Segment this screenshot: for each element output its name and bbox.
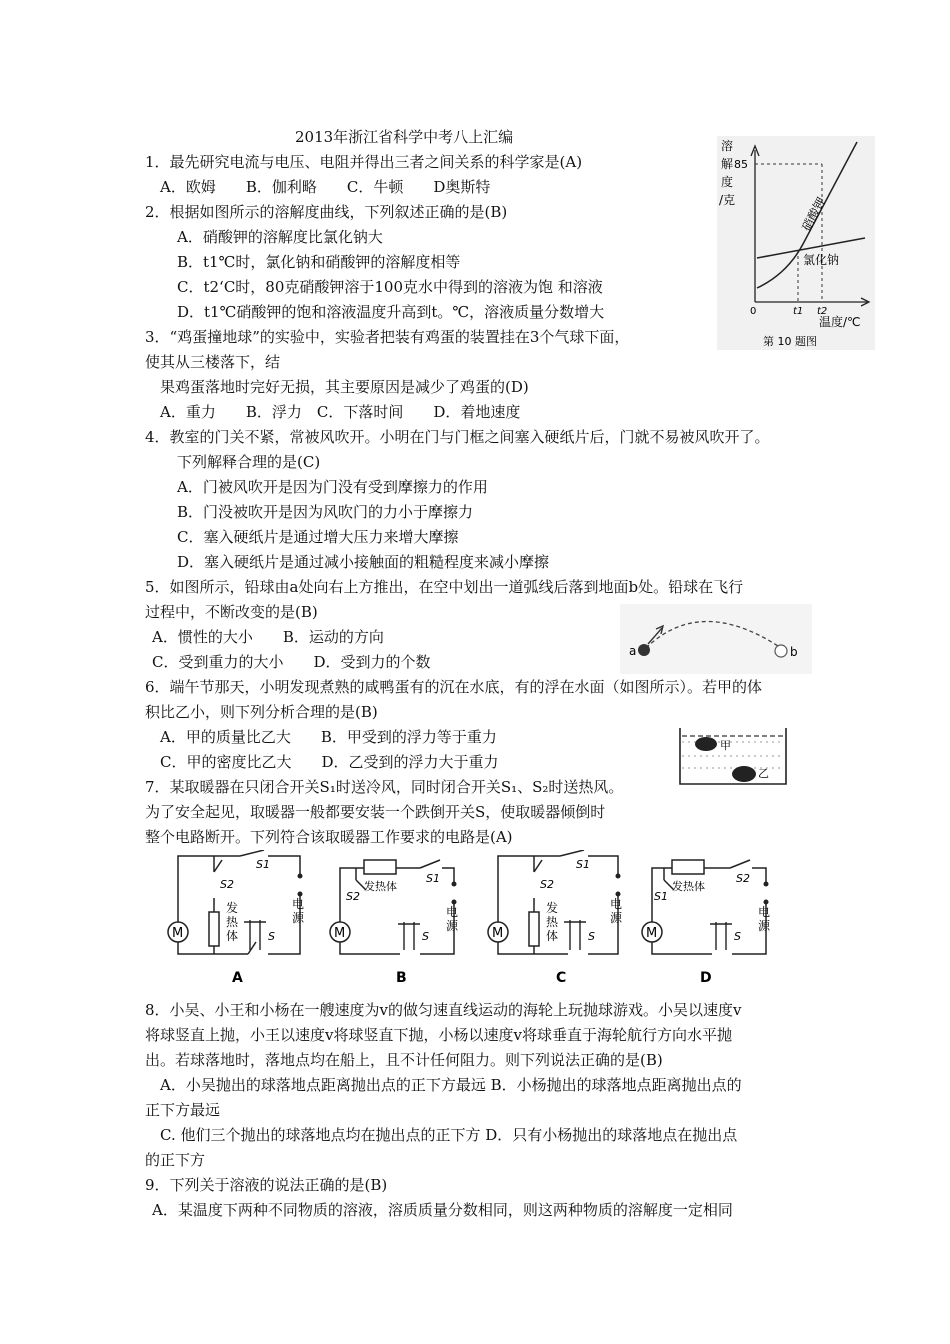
question-2-option-a: A．硝酸钾的溶解度比氯化钠大	[177, 228, 383, 246]
question-4-line-2: 下列解释合理的是(C)	[177, 453, 321, 471]
s-label-a: S	[268, 930, 275, 943]
s2-label-a: S2	[220, 878, 234, 891]
question-2: 2．根据如图所示的溶解度曲线，下列叙述正确的是(B)	[145, 203, 508, 221]
motor-c-label: M	[492, 926, 504, 941]
question-8-line-3: 出。若球落地时，落地点均在船上，且不计任何阻力。则下列说法正确的是(B)	[145, 1051, 663, 1069]
question-8-line-5: 正下方最远	[145, 1101, 221, 1119]
power-d-char-1: 电	[758, 905, 771, 919]
motor-d-label: M	[646, 926, 658, 941]
question-2-option-c: C．t2‘C时，80克硝酸钾溶于100克水中得到的溶液为饱 和溶液	[177, 278, 603, 296]
question-8-line-6: C. 他们三个抛出的球落地点均在抛出点的正下方 D．只有小杨抛出的球落地点在抛出点	[160, 1126, 738, 1144]
motor-a-label: M	[172, 926, 184, 941]
y-tick-85: 85	[734, 158, 748, 171]
power-a-char-1: 电	[292, 897, 305, 911]
question-6: 6．端午节那天，小明发现煮熟的咸鸭蛋有的沉在水底，有的浮在水面（如图所示）。若甲的体	[145, 678, 763, 696]
heater-a-char-2: 热	[226, 915, 239, 929]
power-d-terminal-1	[764, 882, 769, 887]
heater-c-char-1: 发	[546, 901, 559, 915]
solubility-curve-figure	[717, 136, 875, 350]
s2-label-b: S2	[346, 890, 360, 903]
question-7: 7．某取暖器在只闭合开关S₁时送冷风，同时闭合开关S₁、S₂时送热风。	[145, 778, 624, 796]
label-b: B	[396, 970, 407, 986]
egg-yi-label: 乙	[758, 767, 769, 780]
eggs-in-water-figure	[676, 722, 790, 788]
question-9-option-a: A．某温度下两种不同物质的溶液，溶质质量分数相同，则这两种物质的溶解度一定相同	[152, 1201, 733, 1219]
switch-s2-a	[214, 860, 222, 872]
heater-d	[672, 860, 704, 874]
heater-d-label: 发热体	[672, 880, 705, 893]
s-label-c: S	[588, 930, 595, 943]
circuit-c	[488, 850, 623, 986]
question-4-option-c: C．塞入硬纸片是通过增大压力来增大摩擦	[177, 528, 459, 546]
question-4-option-d: D．塞入硬纸片是通过减小接触面的粗糙程度来减小摩擦	[177, 553, 550, 571]
circuit-a	[168, 850, 305, 986]
t1-label: t1	[793, 306, 804, 317]
power-c-terminal-1	[616, 874, 621, 879]
heater-a	[209, 912, 219, 946]
power-a-terminal-1	[298, 874, 303, 879]
figure-caption: 第 10 题图	[763, 335, 817, 348]
question-8: 8．小吴、小王和小杨在一艘速度为v的做匀速直线运动的海轮上玩抛球游戏。小吴以速度v	[145, 1001, 742, 1019]
power-d-char-2: 源	[758, 919, 771, 933]
switch-s2-d	[730, 860, 750, 868]
switch-s2-c	[534, 860, 542, 872]
power-b-char-1: 电	[446, 905, 459, 919]
power-d-terminal-2	[764, 900, 769, 905]
label-a: A	[232, 970, 243, 986]
shot-put-figure	[620, 604, 812, 674]
s1-label-c: S1	[576, 858, 590, 871]
nacl-label: 氯化钠	[803, 253, 840, 267]
y-label-char-4: /克	[719, 193, 736, 207]
kno3-label: 硝酸钾	[799, 195, 829, 234]
heater-a-char-1: 发	[226, 901, 239, 915]
question-6-options-ab: A．甲的质量比乙大 B．甲受到的浮力等于重力	[160, 728, 497, 746]
page-title: 2013年浙江省科学中考八上汇编	[295, 128, 514, 146]
x-axis-label: 温度/℃	[819, 315, 861, 329]
t2-label: t2	[817, 306, 828, 317]
question-3: 3．“鸡蛋撞地球”的实验中，实验者把装有鸡蛋的装置挂在3个气球下面，	[145, 328, 630, 346]
power-a-terminal-2	[298, 892, 303, 897]
s2-label-d: S2	[736, 872, 750, 885]
origin-label: 0	[750, 306, 757, 317]
question-2-option-d: D．t1℃硝酸钾的饱和溶液温度升高到t。℃，溶液质量分数增大	[177, 303, 605, 321]
question-8-line-2: 将球竖直上抛，小王以速度v将球竖直下抛，小杨以速度v将球垂直于海轮航行方向水平抛	[145, 1026, 732, 1044]
switch-s1-a	[240, 850, 264, 856]
question-3-line-2: 使其从三楼落下，结	[145, 353, 281, 371]
egg-yi	[732, 766, 756, 782]
question-4-option-b: B．门没被吹开是因为风吹门的力小于摩擦力	[177, 503, 474, 521]
question-1: 1．最先研究电流与电压、电阻并得出三者之间关系的科学家是(A)	[145, 153, 583, 171]
question-1-options: A．欧姆 B．伽利略 C．牛顿 D奥斯特	[160, 178, 491, 196]
power-b-terminal-2	[452, 900, 457, 905]
heater-c	[529, 912, 539, 946]
s2-label-c: S2	[540, 878, 554, 891]
question-5-options-ab: A．惯性的大小 B．运动的方向	[152, 628, 384, 646]
question-3-line-3: 果鸡蛋落地时完好无损，其主要原因是减少了鸡蛋的(D)	[160, 378, 529, 396]
question-7-line-2: 为了安全起见，取暖器一般都要安装一个跌倒开关S，使取暖器倾倒时	[145, 803, 606, 821]
power-a-char-2: 源	[292, 911, 305, 925]
power-c-terminal-2	[616, 892, 621, 897]
question-5: 5．如图所示，铅球由a处向右上方推出，在空中划出一道弧线后落到地面b处。铅球在飞行	[145, 578, 744, 596]
circuit-d	[642, 860, 771, 986]
trajectory-arc	[646, 621, 778, 648]
s-label-d: S	[734, 930, 741, 943]
y-label-char-3: 度	[721, 175, 734, 189]
heater-c-char-2: 热	[546, 915, 559, 929]
s1-label-d: S1	[654, 890, 668, 903]
question-8-line-7: 的正下方	[145, 1151, 206, 1169]
question-6-line-2: 积比乙小，则下列分析合理的是(B)	[145, 703, 378, 721]
question-5-line-2: 过程中，不断改变的是(B)	[145, 603, 318, 621]
label-a: a	[629, 644, 637, 658]
question-5-options-cd: C．受到重力的大小 D．受到力的个数	[152, 653, 431, 671]
question-2-option-b: B．t1℃时，氯化钠和硝酸钾的溶解度相等	[177, 253, 461, 271]
s1-label-a: S1	[256, 858, 270, 871]
question-3-options: A．重力 B．浮力 C．下落时间 D．着地速度	[160, 403, 521, 421]
tilt-switch-a	[244, 920, 266, 950]
label-d: D	[700, 970, 712, 986]
motor-b-label: M	[334, 926, 346, 941]
circuit-options-figure	[160, 850, 780, 990]
ball-start	[638, 644, 650, 656]
switch-s1-b	[420, 860, 440, 868]
s1-label-b: S1	[426, 872, 440, 885]
heater-b-label: 发热体	[364, 880, 397, 893]
label-c: C	[556, 970, 567, 986]
question-8-line-4: A．小吴抛出的球落地点距离抛出点的正下方最远 B．小杨抛出的球落地点距离抛出点的	[160, 1076, 742, 1094]
question-4-option-a: A．门被风吹开是因为门没有受到摩擦力的作用	[177, 478, 488, 496]
y-label-char-2: 解	[721, 157, 734, 171]
launch-arrow	[648, 628, 662, 644]
heater-c-char-3: 体	[546, 929, 559, 943]
power-b-terminal-1	[452, 882, 457, 887]
ball-end	[775, 645, 787, 657]
tilt-switch-b	[398, 922, 420, 950]
power-c-char-2: 源	[610, 911, 623, 925]
question-9: 9．下列关于溶液的说法正确的是(B)	[145, 1176, 388, 1194]
tilt-switch-c	[564, 920, 586, 950]
s-label-b: S	[422, 930, 429, 943]
y-label-char-1: 溶	[721, 139, 734, 153]
heater-a-char-3: 体	[226, 929, 239, 943]
egg-jia-label: 甲	[720, 739, 731, 752]
label-b: b	[790, 645, 798, 659]
circuit-b	[330, 860, 459, 986]
tilt-switch-d	[710, 922, 732, 950]
question-7-line-3: 整个电路断开。下列符合该取暖器工作要求的电路是(A)	[145, 828, 513, 846]
egg-jia	[695, 737, 717, 751]
power-c-char-1: 电	[610, 897, 623, 911]
power-b-char-2: 源	[446, 919, 459, 933]
switch-s1-c	[560, 850, 584, 856]
question-6-options-cd: C．甲的密度比乙大 D．乙受到的浮力大于重力	[160, 753, 499, 771]
question-4: 4．教室的门关不紧，常被风吹开。小明在门与门框之间塞入硬纸片后，门就不易被风吹开了。	[145, 428, 770, 446]
heater-b	[364, 860, 396, 874]
